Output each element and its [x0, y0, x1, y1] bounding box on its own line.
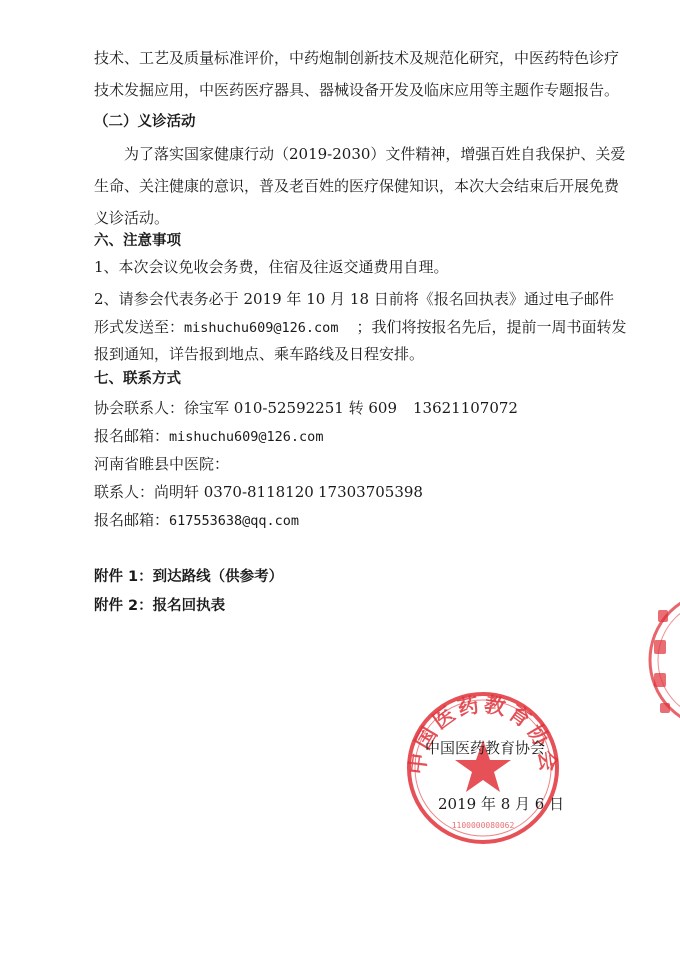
note-item-2-line: 2、请参会代表务必于 2019 年 10 月 18 日前将《报名回执表》通过电子邮件 [94, 290, 614, 308]
note-item-2-line [94, 317, 626, 338]
attachment-1: 附件 1：到达路线（供参考） [94, 569, 284, 585]
attachment-2: 附件 2：报名回执表 [94, 598, 226, 614]
email-value: mishuchu609@126.com [169, 429, 324, 445]
paragraph-line: 义诊活动。 [94, 209, 170, 227]
contact-mobile-association: 13621107072 [413, 399, 518, 417]
contact-email-association [94, 426, 323, 447]
seal-serial: 1100000080062 [451, 821, 515, 830]
paragraph-line: 为了落实国家健康行动（2019-2030）文件精神，增强百姓自我保护、关爱 [124, 145, 626, 163]
official-seal [403, 688, 563, 848]
seal-text: 中国医药教育协会 [405, 692, 561, 776]
section-heading-yizhen: （二）义诊活动 [94, 114, 196, 130]
section-heading-notes: 六、注意事项 [94, 233, 181, 249]
contact-person-hospital: 联系人：尚明轩 0370-8118120 [94, 483, 314, 501]
signature-organization: 中国医药教育协会 [425, 739, 546, 757]
note-item-2-text: 形式发送至： [94, 318, 185, 336]
registration-email: mishuchu609@126.com [184, 320, 339, 336]
note-item-1: 1、本次会议免收会务费，住宿及往返交通费用自理。 [94, 258, 449, 276]
paragraph-line: 生命、关注健康的意识，普及老百姓的医疗保健知识，本次大会结束后开展免费 [94, 177, 620, 195]
paragraph-line: 技术、工艺及质量标准评价，中药炮制创新技术及规范化研究，中医药特色诊疗 [94, 49, 620, 67]
email-label: 报名邮箱： [94, 511, 170, 529]
email-value: 617553638@qq.com [169, 513, 300, 529]
partial-edge-seal [640, 585, 680, 735]
section-heading-contact: 七、联系方式 [94, 371, 181, 387]
paragraph-line: 技术发掘应用，中医药医疗器具、器械设备开发及临床应用等主题作专题报告。 [94, 81, 620, 99]
note-item-2-text: ；我们将按报名先后，提前一周书面转发 [356, 318, 627, 336]
contact-person-association: 协会联系人：徐宝军 010-52592251 转 609 [94, 399, 397, 417]
hospital-name: 河南省睢县中医院： [94, 455, 230, 473]
note-item-2-line: 报到通知，详告报到地点、乘车路线及日程安排。 [94, 345, 425, 363]
contact-mobile-hospital: 17303705398 [318, 483, 423, 501]
email-label: 报名邮箱： [94, 427, 170, 445]
contact-email-hospital [94, 510, 299, 531]
signature-date: 2019 年 8 月 6 日 [438, 795, 565, 813]
